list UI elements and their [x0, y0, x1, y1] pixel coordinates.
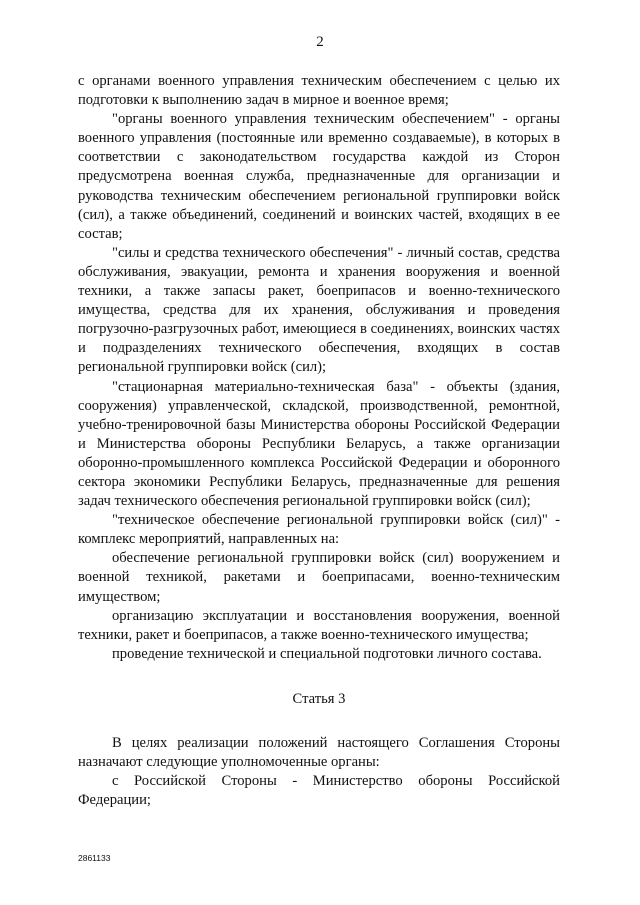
paragraph-8: проведение технической и специальной подготовки личного состава. [112, 645, 542, 662]
paragraph-2: "органы военного управления техническим обеспечением" - органы военного управления (постоянные или временно создаваемые), в которых в соответствии с законодательством государства каждой из Сторон предусмотрена военная служба, предназначенные для организации и руководства техническим обеспечением региональной группировки войск (сил), а также объединений, соединений и воинских частей, входящих в ее состав; [78, 111, 560, 242]
paragraph-1: с органами военного управления техническим обеспечением с целью их подготовки к выполнению задач в мирное и военное время; [78, 73, 560, 109]
article-paragraph-1: В целях реализации положений настоящего Соглашения Стороны назначают следующие уполномоченные органы: [78, 735, 560, 771]
paragraph-4: "стационарная материально-техническая база" - объекты (здания, сооружения) управленческой, складской, производственной, ремонтной, учебно-тренировочной базы Министерства обороны Российской Федерации и Министерства обороны Республики Беларусь, а также организации оборонно-промышленного комплекса Российской Федерации и оборонного сектора экономики Республики Беларусь, предназначенные для решения задач технического обеспечения региональной группировки войск (сил); [78, 378, 560, 510]
document-code: 2861133 [78, 853, 111, 863]
document-body [78, 72, 560, 810]
paragraph-6: обеспечение региональной группировки войск (сил) вооружением и военной техникой, ракетами и боеприпасами, военно-техническим имуществом; [78, 550, 560, 605]
article-paragraph-2: с Российской Стороны - Министерство обороны Российской Федерации; [78, 773, 560, 809]
page-number: 2 [316, 34, 324, 50]
article-heading: Статья 3 [292, 690, 346, 707]
paragraph-7: организацию эксплуатации и восстановления вооружения, военной техники, ракет и боеприпасов, а также военно-технического имущества; [78, 607, 560, 643]
paragraph-3: "силы и средства технического обеспечения" - личный состав, средства обслуживания, эвакуации, ремонта и хранения вооружения и военной техники, а также запасы ракет, боеприпасов и военно-технического имущества, средства для их хранения, обслуживания и проведения погрузочно-разгрузочных работ, имеющиеся в соединениях, воинских частях и подразделениях технического обеспечения, входящих в состав региональной группировки войск (сил); [78, 244, 560, 376]
paragraph-5: "техническое обеспечение региональной группировки войск (сил)" - комплекс мероприятий, направленных на: [78, 512, 560, 548]
